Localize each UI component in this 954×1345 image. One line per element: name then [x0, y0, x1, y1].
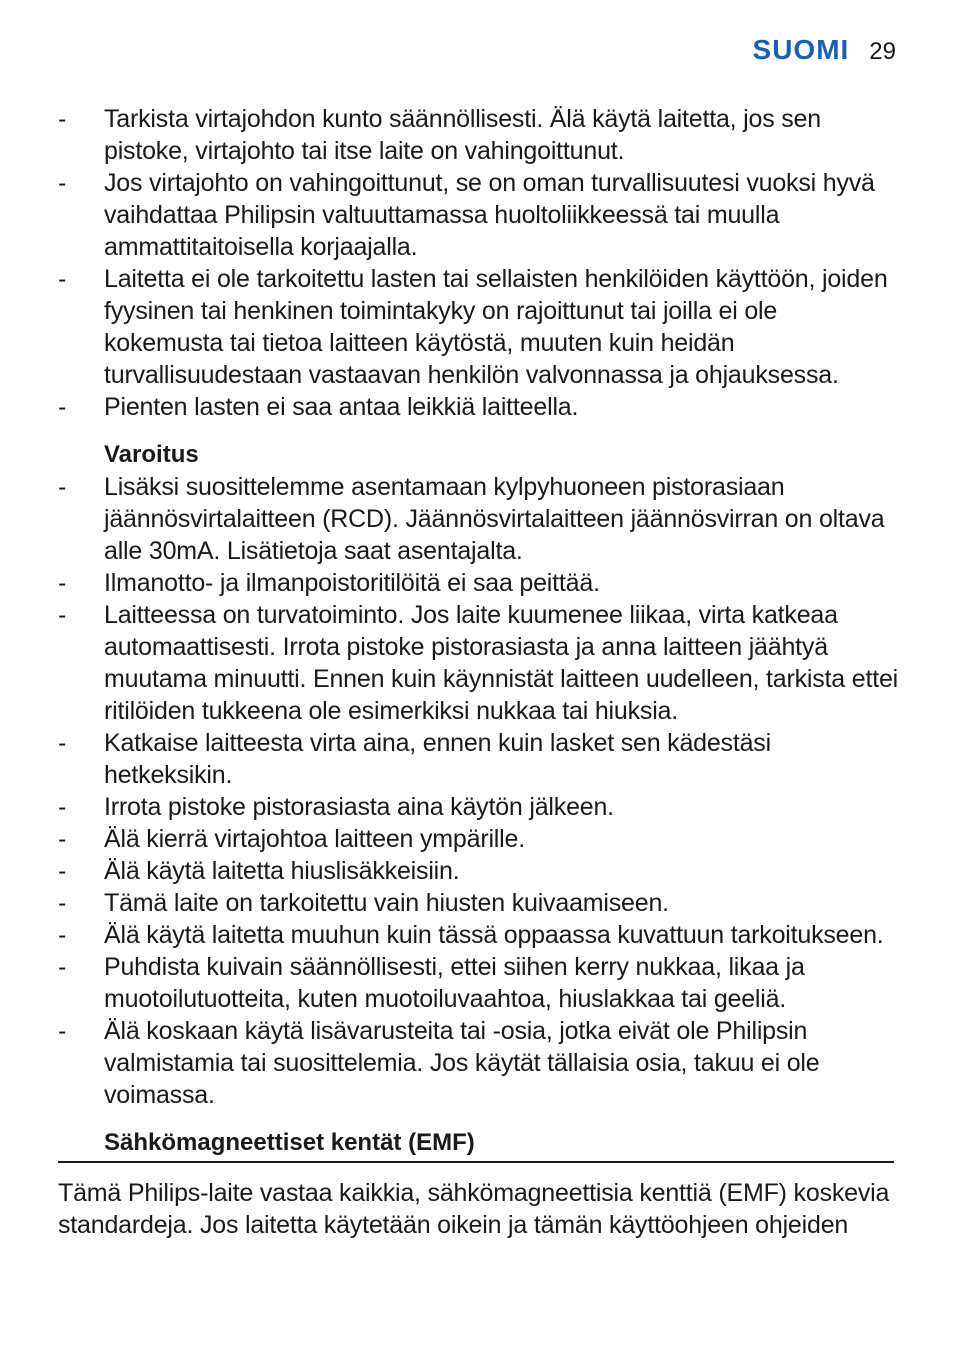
- list-item: [58, 919, 898, 951]
- list-item-text: Tämä laite on tarkoitettu vain hiusten kuivaamiseen.: [104, 889, 669, 917]
- page-number: 29: [869, 38, 896, 65]
- bullet-dash: -: [58, 857, 67, 885]
- list-item: [58, 951, 898, 1015]
- bullet-dash: -: [58, 169, 67, 197]
- list-item: [58, 167, 898, 263]
- list-item: [58, 887, 898, 919]
- list-item: [58, 727, 898, 791]
- list-item: [58, 855, 898, 887]
- list-item-text: Irrota pistoke pistorasiasta aina käytön jälkeen.: [104, 793, 614, 821]
- bullet-dash: -: [58, 889, 67, 917]
- warning-list: [58, 471, 898, 1111]
- bullet-dash: -: [58, 393, 67, 421]
- list-item-text: Tarkista virtajohdon kunto säännöllisesti. Älä käytä laitetta, jos sen pistoke, virtajohto tai itse laite on vahingoittunut.: [104, 105, 821, 165]
- emf-paragraph: Tämä Philips-laite vastaa kaikkia, sähkömagneettisia kenttiä (EMF) koskevia standardeja. Jos laitetta käytetään oikein ja tämän käyttöohjeen ohjeiden: [58, 1179, 890, 1239]
- list-item: [58, 263, 898, 391]
- list-item-text: Pienten lasten ei saa antaa leikkiä laitteella.: [104, 393, 579, 421]
- list-item-text: Älä kierrä virtajohtoa laitteen ympärille.: [104, 825, 525, 853]
- list-item-text: Jos virtajohto on vahingoittunut, se on oman turvallisuutesi vuoksi hyvä vaihdattaa Philipsin valtuuttamassa huoltoliikkeessä tai muulla ammattitaitoisella korjaajalla.: [104, 169, 875, 261]
- list-item: [58, 599, 898, 727]
- list-item: [58, 567, 898, 599]
- list-item-text: Katkaise laitteesta virta aina, ennen kuin lasket sen kädestäsi hetkeksikin.: [104, 729, 771, 789]
- warning-heading: Varoitus: [104, 441, 199, 468]
- bullet-dash: -: [58, 473, 67, 501]
- list-item-text: Laitteessa on turvatoiminto. Jos laite kuumenee liikaa, virta katkeaa automaattisesti. Irrota pistoke pistorasiasta ja anna laitteen jäähtyä muutama minuutti. Ennen kuin käynnistät laitteen uudelleen, tarkista ettei ritilöiden tukkeena ole esimerkiksi nukkaa tai hiuksia.: [104, 601, 899, 725]
- list-item-text: Laitetta ei ole tarkoitettu lasten tai sellaisten henkilöiden käyttöön, joiden fyysinen tai henkinen toimintakyky on rajoittunut tai joilla ei ole kokemusta tai tietoa laitteen käytöstä, muuten kuin heidän turvallisuudestaan vastaavan henkilön valvonnassa ja ohjauksessa.: [104, 265, 888, 389]
- bullet-dash: -: [58, 825, 67, 853]
- list-item: [58, 103, 898, 167]
- list-item: [58, 391, 898, 423]
- bullet-dash: -: [58, 265, 67, 293]
- list-item-text: Älä käytä laitetta hiuslisäkkeisiin.: [104, 857, 460, 885]
- list-item: [58, 823, 898, 855]
- list-item-text: Puhdista kuivain säännöllisesti, ettei siihen kerry nukkaa, likaa ja muotoilutuotteita, kuten muotoiluvaahtoa, hiuslakkaa tai geeliä.: [104, 953, 805, 1013]
- bullet-dash: -: [58, 921, 67, 949]
- list-item: [58, 471, 898, 567]
- bullet-dash: -: [58, 793, 67, 821]
- list-item-text: Älä käytä laitetta muuhun kuin tässä oppaassa kuvattuun tarkoitukseen.: [104, 921, 884, 949]
- bullet-dash: -: [58, 569, 67, 597]
- emf-section-heading: Sähkömagneettiset kentät (EMF): [58, 1127, 894, 1163]
- list-item-text: Ilmanotto- ja ilmanpoistoritilöitä ei saa peittää.: [104, 569, 600, 597]
- list-item-text: Lisäksi suosittelemme asentamaan kylpyhuoneen pistorasiaan jäännösvirtalaitteen (RCD). Jäännösvirtalaitteen jäännösvirran on oltava alle 30mA. Lisätietoja saat asentajalta.: [104, 473, 885, 565]
- safety-list: [58, 103, 898, 423]
- bullet-dash: -: [58, 729, 67, 757]
- bullet-dash: -: [58, 601, 67, 629]
- list-item-text: Älä koskaan käytä lisävarusteita tai -osia, jotka eivät ole Philipsin valmistamia tai suosittelemia. Jos käytät tällaisia osia, takuu ei ole voimassa.: [104, 1017, 820, 1109]
- list-item: [58, 1015, 898, 1111]
- bullet-dash: -: [58, 1017, 67, 1045]
- bullet-dash: -: [58, 105, 67, 133]
- page-header: [753, 34, 896, 66]
- language-label: SUOMI: [752, 34, 850, 65]
- document-body: [58, 103, 898, 1241]
- list-item: [58, 791, 898, 823]
- bullet-dash: -: [58, 953, 67, 981]
